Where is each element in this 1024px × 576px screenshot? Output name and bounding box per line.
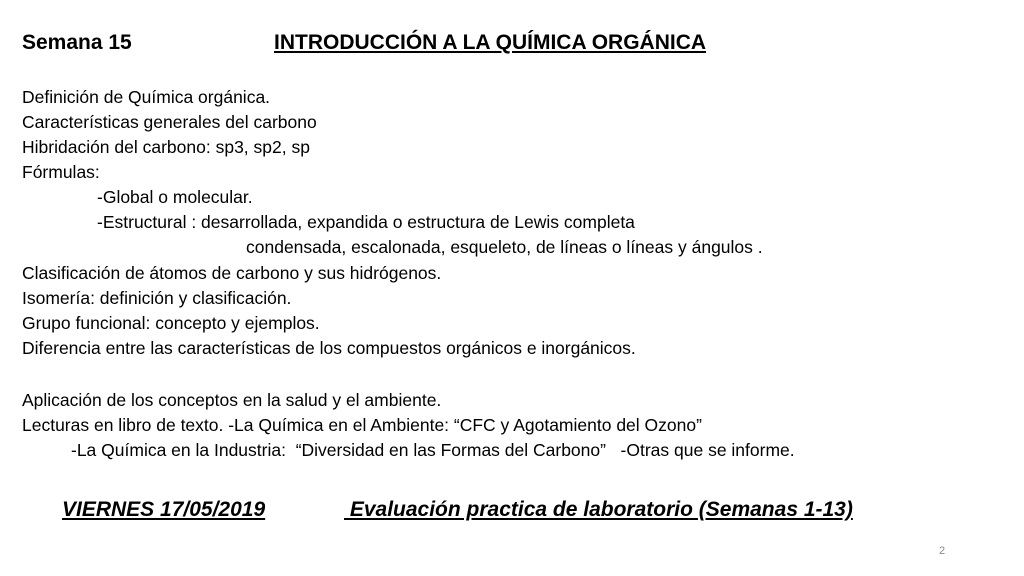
topic-subitem: -Global o molecular.	[97, 187, 253, 207]
topic-subitem-continuation: condensada, escalonada, esqueleto, de líneas o líneas y ángulos .	[246, 237, 763, 257]
topic-subitem: -Estructural : desarrollada, expandida o estructura de Lewis completa	[97, 212, 635, 232]
topic-item: Grupo funcional: concepto y ejemplos.	[22, 313, 320, 333]
topic-item: Definición de Química orgánica.	[22, 87, 271, 107]
topic-item: Fórmulas:	[22, 162, 100, 182]
topic-item: Clasificación de átomos de carbono y sus hidrógenos.	[22, 263, 442, 283]
application-item: Lecturas en libro de texto. -La Química en el Ambiente: “CFC y Agotamiento del Ozono”	[22, 415, 702, 435]
evaluation-date: VIERNES 17/05/2019	[62, 498, 266, 521]
topic-item: Isomería: definición y clasificación.	[22, 288, 292, 308]
page-number: 2	[939, 545, 946, 557]
topic-item: Características generales del carbono	[22, 112, 317, 132]
topic-item: Diferencia entre las características de los compuestos orgánicos e inorgánicos.	[22, 338, 636, 358]
slide-title: INTRODUCCIÓN A LA QUÍMICA ORGÁNICA	[274, 31, 707, 54]
topic-item: Hibridación del carbono: sp3, sp2, sp	[22, 137, 310, 157]
evaluation-description: Evaluación practica de laboratorio (Semanas 1-13)	[344, 498, 853, 521]
application-item: Aplicación de los conceptos en la salud y el ambiente.	[22, 390, 442, 410]
week-label: Semana 15	[22, 31, 132, 54]
application-item: -La Química en la Industria: “Diversidad en las Formas del Carbono” -Otras que se informe.	[71, 440, 795, 460]
